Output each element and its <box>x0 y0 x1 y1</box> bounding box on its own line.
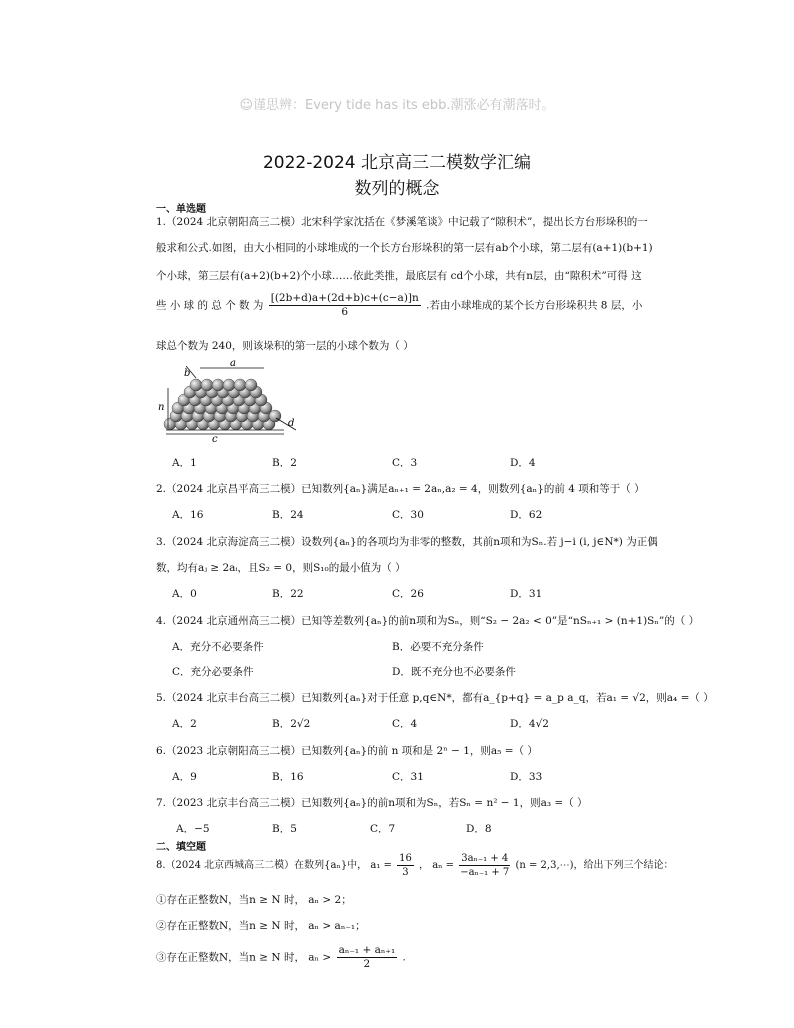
q1-line-2: 般求和公式.如图，由大小相同的小球堆成的一个长方台形垛积的第一层有ab个小球，第二层有(a+1)(b+1) <box>156 242 653 254</box>
q2-option-a[interactable]: A．16 <box>172 509 204 521</box>
q8-stem-end: (n = 2,3,⋯)，给出下列三个结论： <box>515 860 674 871</box>
q2-text: 2.（2024 北京昌平高三二模）已知数列{aₙ}满足aₙ₊₁ = 2aₙ,a₂ = 4，则数列{aₙ}的前 4 项和等于（ ） <box>156 483 645 495</box>
q5-option-d[interactable]: D．4√2 <box>510 718 549 730</box>
q8-statement-1: ①存在正整数N，当n ≥ N 时， aₙ > 2； <box>156 894 352 906</box>
q5-option-c[interactable]: C．4 <box>392 718 418 730</box>
watermark: ☺谨思辨：Every tide has its ebb.潮涨必有潮落时。 <box>239 98 555 113</box>
q6-text: 6.（2023 北京朝阳高三二模）已知数列{aₙ}的前 n 项和是 2ⁿ − 1，则a₅ =（ ） <box>156 745 538 757</box>
q7-option-c[interactable]: C．7 <box>370 823 396 835</box>
q4-option-b[interactable]: B．必要不充分条件 <box>392 641 484 653</box>
q8-a1-numerator: 16 <box>399 853 412 864</box>
ball <box>190 379 202 391</box>
q8-s3-denominator: 2 <box>363 958 371 970</box>
section-heading-single-choice: 一、单选题 <box>156 204 206 215</box>
q1-line-4-end: .若由小球堆成的某个长方台形垛积共 8 层，小 <box>426 299 643 312</box>
q6-option-c[interactable]: C．31 <box>392 771 424 783</box>
q5-text: 5.（2024 北京丰台高三二模）已知数列{aₙ}对于任意 p,q∈N*，都有a_{p+q} = a_p a_q，若a₁ = √2，则a₄ =（ ） <box>156 692 714 704</box>
q3-option-a[interactable]: A．0 <box>172 588 197 600</box>
q2-option-b[interactable]: B．24 <box>272 509 304 521</box>
fig-label-c: c <box>212 434 218 444</box>
q8-statement-3-fraction <box>337 944 398 971</box>
q1-line-4 <box>156 292 642 319</box>
q5-option-b[interactable]: B．2√2 <box>272 718 311 730</box>
q3-option-c[interactable]: C．26 <box>392 588 424 600</box>
q8-statement-3-start: ③存在正整数N，当n ≥ N 时， aₙ > <box>156 951 332 964</box>
q4-option-a[interactable]: A．充分不必要条件 <box>172 641 264 653</box>
q5-option-a[interactable]: A．2 <box>172 718 197 730</box>
q4-text: 4.（2024 北京通州高三二模）已知等差数列{aₙ}的前n项和为Sₙ，则“S₂ − 2a₂ < 0”是“nSₙ₊₁ > (n+1)Sₙ”的（ ） <box>156 615 700 627</box>
ball <box>234 379 246 391</box>
q6-option-b[interactable]: B．16 <box>272 771 304 783</box>
q8-recurrence-denominator: −aₙ₋₁ + 7 <box>460 867 510 878</box>
section-heading-fill-in: 二、填空题 <box>156 842 206 853</box>
q8-statement-3 <box>156 944 406 971</box>
fig-label-a: a <box>230 358 236 369</box>
q2-option-c[interactable]: C．30 <box>392 509 424 521</box>
q7-option-d[interactable]: D．8 <box>466 823 492 835</box>
q1-line-5: 球总个数为 240，则该垛积的第一层的小球个数为（ ） <box>156 340 414 352</box>
page-subtitle: 数列的概念 <box>354 179 440 199</box>
q1-formula-denominator: 6 <box>341 306 349 318</box>
ball <box>223 379 235 391</box>
q1-formula-numerator: [(2b+d)a+(2d+b)c+(c−a)]n <box>270 292 419 304</box>
q1-line-4-start: 些 小 球 的 总 个 数 为 <box>156 299 264 312</box>
q3-option-d[interactable]: D．31 <box>510 588 543 600</box>
q1-option-d[interactable]: D．4 <box>510 457 536 469</box>
q4-option-d[interactable]: D．既不充分也不必要条件 <box>392 666 516 678</box>
q1-line-3: 个小球，第三层有(a+2)(b+2)个小球……依此类推，最底层有 cd个小球，共有n层，由“隙积术”可得 这 <box>156 270 642 282</box>
q8-s3-numerator: aₙ₋₁ + aₙ₊₁ <box>338 944 396 956</box>
q1-option-a[interactable]: A．1 <box>172 457 197 469</box>
q1-option-c[interactable]: C．3 <box>392 457 418 469</box>
q4-option-c[interactable]: C．充分必要条件 <box>172 666 254 678</box>
q3-option-b[interactable]: B．22 <box>272 588 304 600</box>
ball <box>212 379 224 391</box>
q1-total-formula <box>269 292 421 319</box>
q8-a1-label: a₁ = <box>370 860 392 871</box>
q8-a1-fraction <box>397 852 414 879</box>
q7-option-a[interactable]: A．−5 <box>176 823 210 835</box>
q1-option-b[interactable]: B．2 <box>272 457 297 469</box>
q7-option-b[interactable]: B．5 <box>272 823 297 835</box>
q8-statement-2: ②存在正整数N，当n ≥ N 时， aₙ > aₙ₋₁； <box>156 920 366 932</box>
q8-stem <box>156 852 674 879</box>
q6-option-a[interactable]: A．9 <box>172 771 197 783</box>
q3-line-2: 数，均有aⱼ ≥ 2aᵢ，且S₂ = 0，则S₁₀的最小值为（ ） <box>156 562 406 574</box>
q2-option-d[interactable]: D．62 <box>510 509 543 521</box>
fig-label-b: b <box>184 368 191 379</box>
ball <box>245 379 257 391</box>
q8-recurrence-fraction <box>459 852 510 879</box>
q8-an-label: ， aₙ = <box>419 860 455 871</box>
q3-line-1: 3.（2024 北京海淀高三二模）设数列{aₙ}的各项均为非零的整数，其前n项和为Sₙ.若 j−i (i, j∈N*) 为正偶 <box>156 536 658 548</box>
fig-label-n: n <box>158 402 165 413</box>
ball <box>201 379 213 391</box>
page-title: 2022-2024 北京高三二模数学汇编 <box>262 153 532 173</box>
q6-option-d[interactable]: D．33 <box>510 771 543 783</box>
q8-stem-start: 8.（2024 北京西城高三二模）在数列{aₙ}中， <box>156 860 368 871</box>
fig-label-d: d <box>288 418 295 429</box>
q1-line-1: 1.（2024 北京朝阳高三二模）北宋科学家沈括在《梦溪笔谈》中记载了“隙积术”，提出长方台形垛积的一 <box>156 216 648 228</box>
q8-a1-denominator: 3 <box>402 867 409 878</box>
q7-text: 7.（2023 北京丰台高三二模）已知数列{aₙ}的前n项和为Sₙ，若Sₙ = n² − 1，则a₃ =（ ） <box>156 797 588 809</box>
ball-pile-figure <box>156 358 306 444</box>
q8-statement-3-end: . <box>402 951 406 964</box>
q8-recurrence-numerator: 3aₙ₋₁ + 4 <box>461 853 509 864</box>
